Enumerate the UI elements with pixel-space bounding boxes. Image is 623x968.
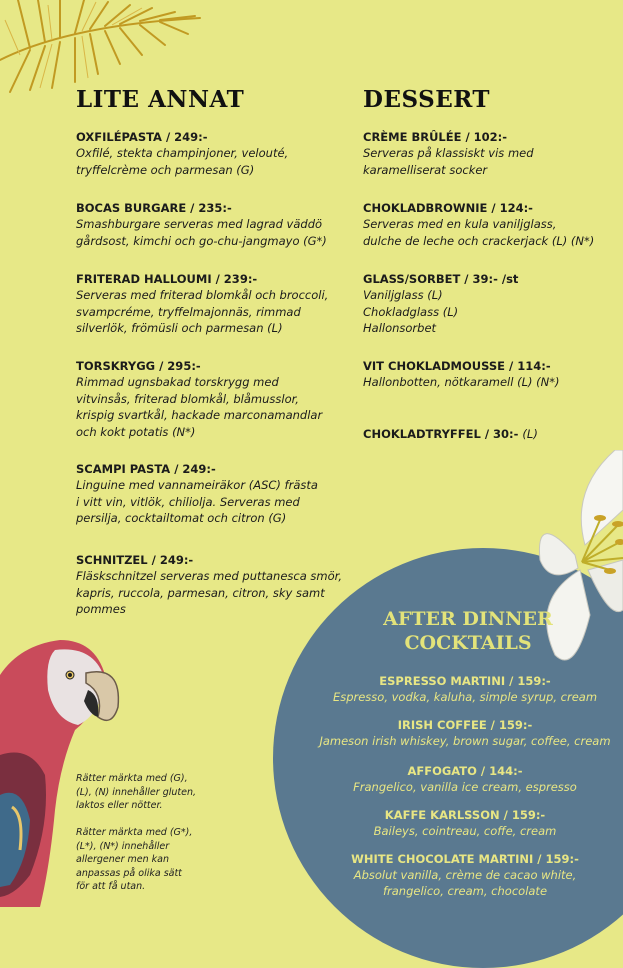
cocktail-description [300,689,623,705]
item-description [363,287,623,337]
menu-item [363,130,623,178]
menu-item [363,272,623,337]
item-description [363,145,623,178]
item-description-line: och kokt potatis (N*) [76,424,196,439]
item-title [76,359,366,374]
item-description [76,145,366,178]
item-title-text: SCAMPI PASTA / 249:- [76,462,216,476]
item-description-line: Fläskschnitzel serveras med puttanesca smör, [76,569,342,583]
cocktail-title: ESPRESSO MARTINI / 159:- [379,674,551,688]
cocktail-item [300,764,623,795]
cocktail-item [300,852,623,899]
item-title-text: VIT CHOKLADMOUSSE / 114:- [363,359,551,373]
item-description [363,374,623,391]
cocktail-item [300,808,623,839]
item-title [363,272,623,287]
cocktail-title: KAFFE KARLSSON / 159:- [384,808,546,822]
item-title-text: BOCAS BURGARE / 235:- [76,201,232,215]
item-description [76,477,366,527]
item-description-line: svampcréme, tryffelmajonnäs, rimmad [76,304,301,319]
footnote-block [76,826,216,894]
menu-item [76,130,366,178]
menu-item [76,272,366,337]
item-description-line: vitvinsås, friterad blomkål, blåmusslor, [76,391,299,406]
item-title [76,462,366,477]
item-description-line: kapris, ruccola, parmesan, citron, sky samt [76,585,325,600]
footnote-line: allergener men kan [76,854,170,865]
cocktail-title: AFFOGATO / 144:- [407,764,523,778]
footnote-line: laktos eller nötter. [76,800,163,811]
item-description-line: pommes [76,602,126,616]
menu-item [363,201,623,249]
cocktail-title: IRISH COFFEE / 159:- [397,718,533,732]
item-description-line: Linguine med vannameiräkor (ASC) frästa [76,478,318,492]
item-description [76,568,366,618]
item-title [363,359,623,374]
after-dinner-heading [330,607,606,655]
item-title [363,427,623,442]
cocktail-description [300,823,623,839]
footnote-line: (L*), (N*) innehåller [76,840,170,852]
after-dinner-heading-line1: AFTER DINNER [383,608,553,630]
item-description-line: Smashburgare serveras med lagrad väddö [76,217,323,231]
item-title [76,553,366,568]
item-allergen-suffix: (L) [522,427,538,441]
item-description-line: Chokladglass (L) [363,304,459,319]
item-description-line: gårdsost, kimchi och go-chu-jangmayo (G*) [76,233,327,248]
cocktail-description [300,867,623,899]
cocktail-description-line: Espresso, vodka, kaluha, simple syrup, cream [332,690,598,704]
item-title [363,201,623,216]
item-title-text: CHOKLADTRYFFEL / 30:- [363,427,519,441]
item-title [363,130,623,145]
cocktail-item [300,718,623,749]
item-description-line: Vaniljglass (L) [363,288,443,302]
cocktail-description-line: Baileys, cointreau, coffe, cream [373,824,557,838]
item-description [363,216,623,249]
item-title-text: CRÈME BRÛLÉE / 102:- [363,130,508,144]
cocktail-description-line: Frangelico, vanilla ice cream, espresso [353,780,577,794]
item-description-line: silverlök, frömüsli och parmesan (L) [76,321,283,335]
item-title-text: GLASS/SORBET / 39:- /st [363,272,519,286]
cocktail-item [300,674,623,705]
palm-leaf-icon [0,0,210,95]
item-description-line: tryffelcrème och parmesan (G) [76,162,255,177]
cocktail-description-line: Jameson irish whiskey, brown sugar, coffee, cream [319,734,611,748]
footnote-line: Rätter märkta med (G), [76,773,188,784]
item-description-line: i vitt vin, vitlök, chiliolja. Serveras med [76,494,300,509]
item-description-line: Rimmad ugnsbakad torskrygg med [76,375,279,389]
item-description-line: krispig svartkål, hackade marconamandlar [76,408,323,422]
dessert-heading: DESSERT [363,86,491,113]
cocktail-title: WHITE CHOCOLATE MARTINI / 159:- [351,852,579,866]
item-description-line: dulche de leche och crackerjack (L) (N*) [363,233,595,248]
menu-item [76,359,366,440]
footnote-block [76,772,216,813]
menu-item [363,359,623,391]
menu-item [363,427,623,442]
menu-item [76,201,366,249]
item-description-line: Serveras med friterad blomkål och broccoli, [76,288,329,302]
item-description [76,287,366,337]
item-description-line: Hallonsorbet [363,321,437,335]
item-title-text: CHOKLADBROWNIE / 124:- [363,201,533,215]
menu-item [76,462,366,527]
cocktail-description [300,779,623,795]
item-description [76,374,366,440]
item-description [76,216,366,249]
item-description-line: Serveras med en kula vaniljglass, [363,217,557,231]
item-title-text: FRITERAD HALLOUMI / 239:- [76,272,258,286]
cocktail-description-line: Absolut vanilla, crème de cacao white, [353,868,577,882]
footnote-line: för att få utan. [76,881,146,892]
item-description-line: Oxfilé, stekta champinjoner, velouté, [76,146,289,160]
footnote-line: anpassas på olika sätt [76,867,182,879]
item-title-text: OXFILÉPASTA / 249:- [76,130,208,144]
item-description-line: Hallonbotten, nötkaramell (L) (N*) [363,375,560,389]
cocktail-description [300,733,623,749]
lite-annat-heading: LITE ANNAT [76,86,245,113]
after-dinner-heading-line2: COCKTAILS [404,632,532,654]
item-description-line: Serveras på klassiskt vis med [363,146,534,160]
item-description-line: karamelliserat socker [363,162,488,177]
cocktail-description-line: frangelico, cream, chocolate [382,884,548,898]
item-description-line: persilja, cocktailtomat och citron (G) [76,511,287,525]
item-title-text: TORSKRYGG / 295:- [76,359,201,373]
item-title-text: SCHNITZEL / 249:- [76,553,194,567]
footnote-line: (L), (N) innehåller gluten, [76,786,197,798]
item-title [76,130,366,145]
menu-item [76,553,366,618]
item-title [76,272,366,287]
footnote-line: Rätter märkta med (G*), [76,827,193,838]
item-title [76,201,366,216]
